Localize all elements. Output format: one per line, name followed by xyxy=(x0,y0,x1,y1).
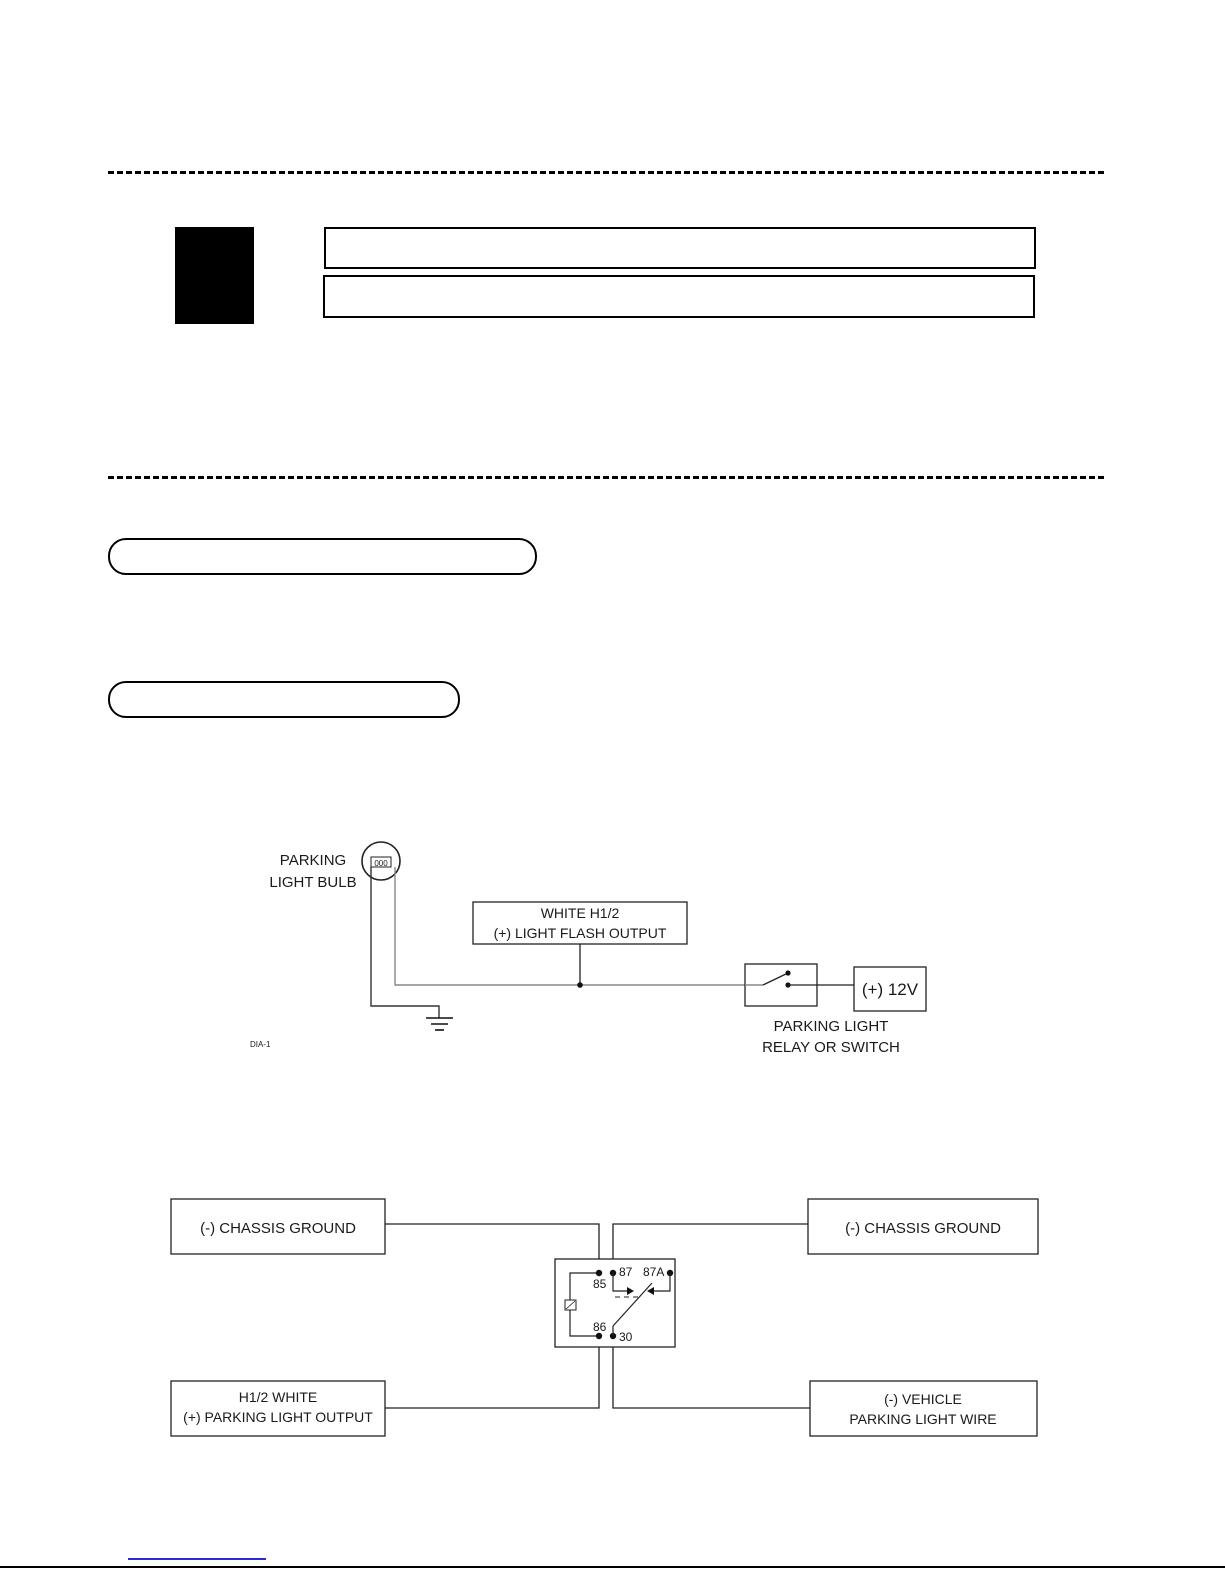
output-junction-dot xyxy=(577,982,583,988)
footer-rule xyxy=(0,1566,1225,1568)
bulb-filament-glyph: 000 xyxy=(374,859,388,868)
parking-output-line-2: (+) PARKING LIGHT OUTPUT xyxy=(183,1409,373,1425)
output-box-line-2: (+) LIGHT FLASH OUTPUT xyxy=(493,925,667,941)
chassis-ground-right-label: (-) CHASSIS GROUND xyxy=(845,1220,1001,1237)
output-box-line-1: WHITE H1/2 xyxy=(540,905,620,921)
vehicle-parking-wire-box xyxy=(810,1381,1037,1436)
power-12v-label: (+) 12V xyxy=(861,980,919,999)
ground-symbol-icon xyxy=(426,1018,453,1030)
pin-85-label: 85 xyxy=(593,1277,607,1291)
vehicle-wire-line-2: PARKING LIGHT WIRE xyxy=(849,1411,997,1427)
bulb-label-line-1: PARKING xyxy=(279,852,347,869)
pin-30-label: 30 xyxy=(619,1330,633,1344)
vehicle-wire-line-1: (-) VEHICLE xyxy=(884,1391,962,1407)
relay-label-line-2: RELAY OR SWITCH xyxy=(762,1039,900,1056)
diagram-parking-light-flash xyxy=(250,842,926,1056)
parking-output-line-1: H1/2 WHITE xyxy=(238,1389,318,1405)
bulb-label-line-2: LIGHT BULB xyxy=(269,874,357,891)
parking-light-relay-switch xyxy=(745,964,817,1006)
footer-link-underline xyxy=(128,1558,266,1560)
diagram-parking-light-relay xyxy=(171,1199,1038,1436)
pin-87a-label: 87A xyxy=(643,1265,665,1279)
chassis-ground-left-label: (-) CHASSIS GROUND xyxy=(200,1220,356,1237)
relay-label-line-1: PARKING LIGHT xyxy=(773,1018,889,1035)
diagram-id-label: DIA-1 xyxy=(250,1040,271,1049)
pin-87-label: 87 xyxy=(619,1265,633,1279)
ground-wire xyxy=(371,867,439,1018)
pin-86-label: 86 xyxy=(593,1320,607,1334)
